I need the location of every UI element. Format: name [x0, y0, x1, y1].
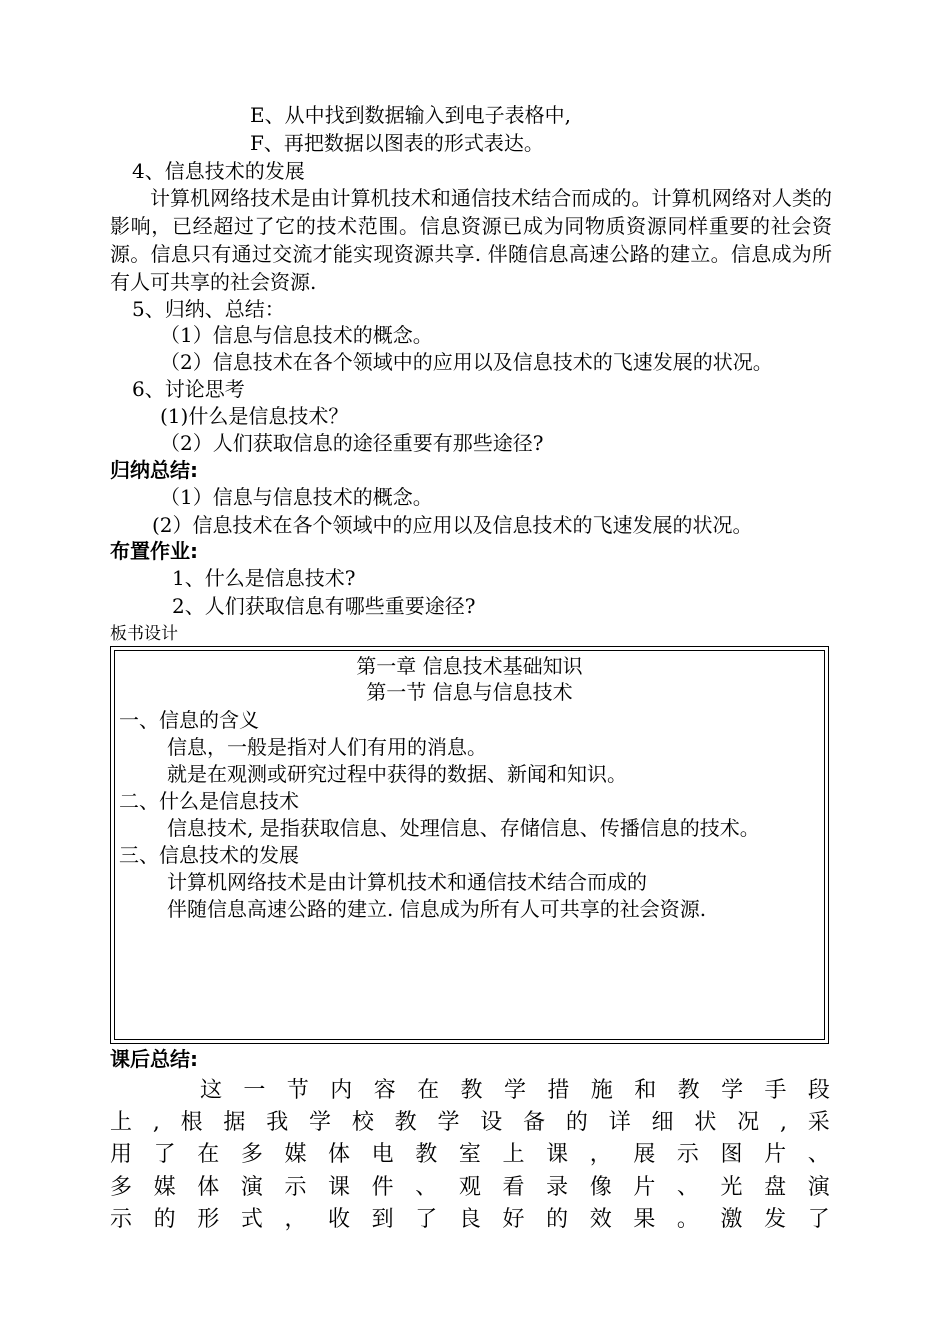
section-5-item-1: （1）信息与信息技术的概念。 — [160, 323, 433, 347]
board-heading-1-line-2: 就是在观测或研究过程中获得的数据、新闻和知识。 — [167, 762, 627, 786]
after-class-line-5 — [110, 1204, 830, 1236]
justified-char: 多 — [240, 1142, 263, 1167]
justified-char: 上 — [110, 1110, 133, 1135]
justified-char: 的 — [565, 1110, 588, 1135]
section-5-heading: 5、归纳、总结： — [132, 297, 285, 321]
justified-char: 措 — [547, 1078, 570, 1103]
justified-char: 、 — [807, 1142, 830, 1167]
justified-char: 室 — [458, 1142, 481, 1167]
justified-char: 媒 — [284, 1142, 307, 1167]
justified-char: 细 — [651, 1110, 674, 1135]
step-f-text: F、再把数据以图表的形式表达。 — [250, 131, 544, 155]
after-class-line-1 — [200, 1075, 830, 1107]
justified-char: 展 — [633, 1142, 656, 1167]
justified-char: 、 — [415, 1175, 438, 1200]
justified-char: 多 — [110, 1175, 133, 1200]
justified-char: 学 — [503, 1078, 526, 1103]
board-section-title: 第一节 信息与信息技术 — [366, 680, 573, 704]
justified-char: 内 — [330, 1078, 353, 1103]
justified-char: 据 — [223, 1110, 246, 1135]
justified-char: 备 — [523, 1110, 546, 1135]
justified-char: 演 — [807, 1175, 830, 1200]
board-heading-3: 三、信息技术的发展 — [119, 843, 299, 867]
justified-char: 录 — [546, 1175, 569, 1200]
justified-char: 。 — [676, 1207, 699, 1232]
homework-item-2: 2、人们获取信息有哪些重要途径? — [172, 594, 476, 618]
justified-char: 式 — [240, 1207, 263, 1232]
justified-char: 盘 — [764, 1175, 787, 1200]
justified-char: 段 — [807, 1078, 830, 1103]
board-heading-2-line-1: 信息技术, 是指获取信息、处理信息、存储信息、传播信息的技术。 — [167, 816, 760, 840]
justified-char: 了 — [807, 1207, 830, 1232]
justified-char: 了 — [415, 1207, 438, 1232]
justified-char: 发 — [764, 1207, 787, 1232]
section-6-item-2: （2）人们获取信息的途径重要有那些途径? — [160, 431, 544, 455]
section-4-heading: 4、信息技术的发展 — [132, 159, 305, 183]
justified-char: 好 — [502, 1207, 525, 1232]
board-design-label: 板书设计 — [110, 624, 178, 644]
justified-char: 收 — [328, 1207, 351, 1232]
board-design-box — [110, 646, 829, 1044]
justified-char: 手 — [764, 1078, 787, 1103]
justified-char: 看 — [502, 1175, 525, 1200]
summary-item-2: (2）信息技术在各个领域中的应用以及信息技术的飞速发展的状况。 — [152, 513, 753, 537]
after-class-line-4 — [110, 1172, 830, 1204]
homework-item-1: 1、什么是信息技术? — [172, 566, 356, 590]
summary-heading: 归纳总结: — [110, 458, 198, 482]
justified-char: 演 — [240, 1175, 263, 1200]
justified-char: 像 — [589, 1175, 612, 1200]
justified-char: 和 — [634, 1078, 657, 1103]
section-6-item-1: (1)什么是信息技术？ — [160, 404, 349, 428]
justified-char: 了 — [153, 1142, 176, 1167]
summary-item-1: （1）信息与信息技术的概念。 — [160, 485, 433, 509]
section-4-body: 计算机网络技术是由计算机技术和通信技术结合而成的。计算机网络对人类的影响，已经超过了它的技术范围。信息资源已成为同物质资源同样重要的社会资源。信息只有通过交流才能实现资源共享. 伴随信息高速公路的建立。信息成为所有人可共享的社会资源. — [110, 186, 832, 294]
justified-char: 示 — [110, 1207, 133, 1232]
section-5-item-2: （2）信息技术在各个领域中的应用以及信息技术的飞速发展的状况。 — [160, 350, 773, 374]
justified-char: 一 — [243, 1078, 266, 1103]
justified-char: ， — [589, 1142, 612, 1167]
justified-char: 况 — [737, 1110, 760, 1135]
justified-char: ， — [284, 1207, 307, 1232]
justified-char: 体 — [197, 1175, 220, 1200]
justified-char: 激 — [720, 1207, 743, 1232]
justified-char: 片 — [764, 1142, 787, 1167]
justified-char: 采 — [807, 1110, 830, 1135]
justified-char: 的 — [153, 1207, 176, 1232]
board-heading-2: 二、什么是信息技术 — [119, 789, 299, 813]
justified-char: 校 — [351, 1110, 374, 1135]
justified-char: , — [152, 1110, 160, 1135]
justified-char: 教 — [394, 1110, 417, 1135]
after-class-line-3 — [110, 1139, 830, 1171]
justified-char: 教 — [415, 1142, 438, 1167]
justified-char: 容 — [373, 1078, 396, 1103]
board-heading-3-line-2: 伴随信息高速公路的建立. 信息成为所有人可共享的社会资源. — [167, 897, 707, 921]
justified-char: 良 — [458, 1207, 481, 1232]
justified-char: 图 — [720, 1142, 743, 1167]
homework-heading: 布置作业: — [110, 539, 198, 563]
justified-char: 节 — [286, 1078, 309, 1103]
justified-char: 状 — [694, 1110, 717, 1135]
justified-char: 详 — [608, 1110, 631, 1135]
justified-char: 教 — [677, 1078, 700, 1103]
board-heading-3-line-1: 计算机网络技术是由计算机技术和通信技术结合而成的 — [167, 870, 647, 894]
step-e-text: E、从中找到数据输入到电子表格中, — [250, 103, 571, 127]
justified-char: 光 — [720, 1175, 743, 1200]
justified-char: 的 — [546, 1207, 569, 1232]
justified-char: 果 — [633, 1207, 656, 1232]
after-class-heading: 课后总结: — [110, 1047, 198, 1071]
justified-char: 上 — [502, 1142, 525, 1167]
justified-char: 效 — [589, 1207, 612, 1232]
justified-char: 课 — [546, 1142, 569, 1167]
justified-char: 形 — [197, 1207, 220, 1232]
justified-char: 件 — [371, 1175, 394, 1200]
section-6-heading: 6、讨论思考 — [132, 377, 245, 401]
board-heading-1-line-1: 信息，一般是指对人们有用的消息。 — [167, 735, 487, 759]
justified-char: 我 — [266, 1110, 289, 1135]
justified-char: 在 — [197, 1142, 220, 1167]
justified-char: 在 — [417, 1078, 440, 1103]
justified-char: 示 — [676, 1142, 699, 1167]
justified-char: 到 — [371, 1207, 394, 1232]
justified-char: 示 — [284, 1175, 307, 1200]
justified-char: 观 — [458, 1175, 481, 1200]
board-chapter-title: 第一章 信息技术基础知识 — [356, 654, 583, 678]
justified-char: 学 — [309, 1110, 332, 1135]
justified-char: 用 — [110, 1142, 133, 1167]
justified-char: 、 — [676, 1175, 699, 1200]
board-heading-1: 一、信息的含义 — [119, 708, 259, 732]
justified-char: 学 — [437, 1110, 460, 1135]
justified-char: 教 — [460, 1078, 483, 1103]
justified-char: , — [779, 1110, 787, 1135]
justified-char: 这 — [200, 1078, 223, 1103]
justified-char: 施 — [590, 1078, 613, 1103]
justified-char: 设 — [480, 1110, 503, 1135]
justified-char: 电 — [371, 1142, 394, 1167]
justified-char: 学 — [721, 1078, 744, 1103]
justified-char: 体 — [328, 1142, 351, 1167]
after-class-line-2 — [110, 1107, 830, 1139]
justified-char: 课 — [328, 1175, 351, 1200]
justified-char: 媒 — [153, 1175, 176, 1200]
board-design-inner-frame — [114, 650, 825, 1040]
justified-char: 根 — [180, 1110, 203, 1135]
justified-char: 片 — [633, 1175, 656, 1200]
